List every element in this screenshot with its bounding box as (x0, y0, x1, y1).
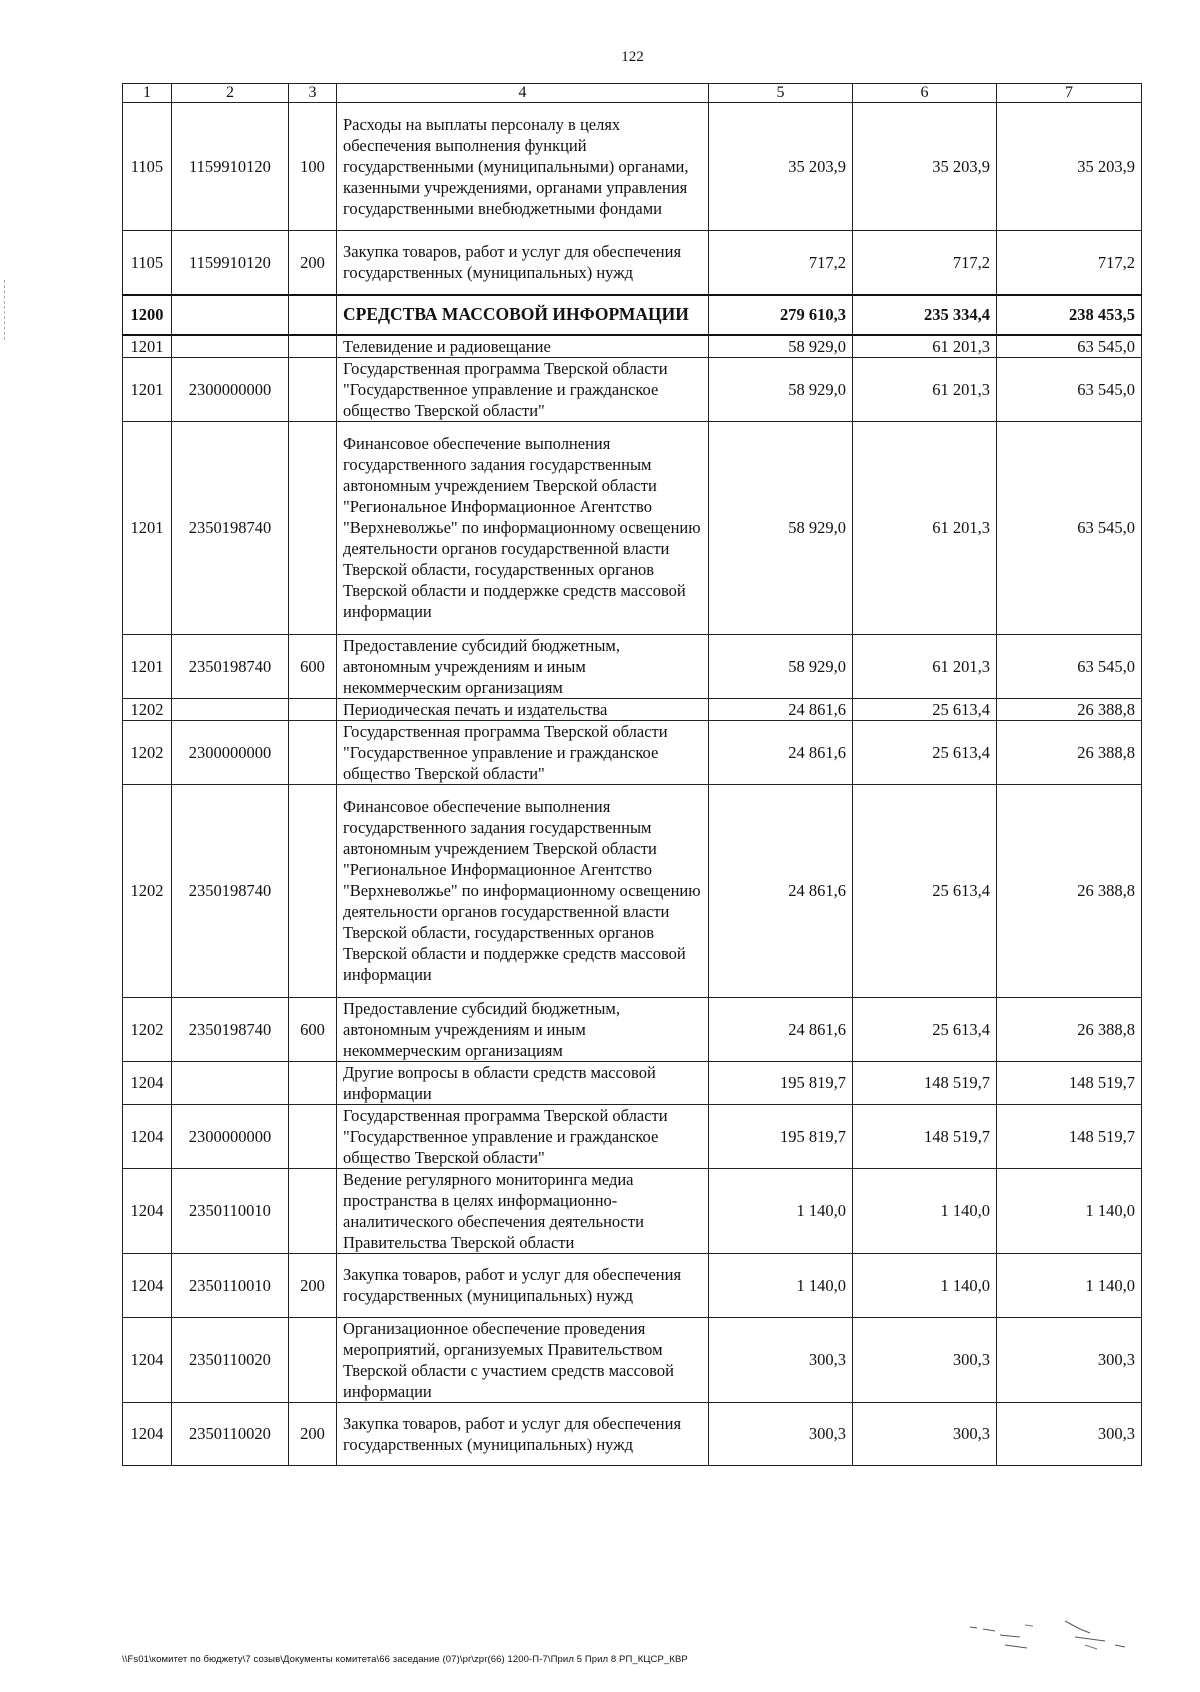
description-cell: Финансовое обеспечение выполнения государственного задания государственным автономным учреждением Тверской области "Региональное Информационное Агентство "Верхневолжье" по информационному освещению деятельности органов государственной власти Тверской области, государственных органов Тверской области и поддержке средств массовой информации (337, 421, 709, 634)
target-article-cell: 2350198740 (172, 421, 289, 634)
section-code-cell: 1204 (123, 1402, 172, 1465)
description-cell: Государственная программа Тверской области "Государственное управление и гражданское общество Тверской области" (337, 357, 709, 421)
expense-type-cell (289, 698, 337, 720)
expense-type-cell (289, 295, 337, 335)
amount-col5-cell: 300,3 (709, 1317, 853, 1402)
amount-col5-cell: 35 203,9 (709, 103, 853, 231)
table-row (123, 720, 1142, 784)
table-row (123, 634, 1142, 698)
amount-col5-cell: 24 861,6 (709, 784, 853, 997)
amount-col5-cell: 300,3 (709, 1402, 853, 1465)
table-row (123, 1317, 1142, 1402)
amount-col5-cell: 1 140,0 (709, 1253, 853, 1317)
table-row (123, 421, 1142, 634)
amount-col7-cell: 300,3 (997, 1402, 1142, 1465)
amount-col5-cell: 24 861,6 (709, 720, 853, 784)
expense-type-cell (289, 421, 337, 634)
description-cell: Ведение регулярного мониторинга медиа пространства в целях информационно-аналитического обеспечения деятельности Правительства Тверской области (337, 1168, 709, 1253)
amount-col5-cell: 195 819,7 (709, 1104, 853, 1168)
table-row (123, 1061, 1142, 1104)
section-code-cell: 1204 (123, 1253, 172, 1317)
amount-col5-cell: 58 929,0 (709, 634, 853, 698)
amount-col7-cell: 26 388,8 (997, 784, 1142, 997)
description-cell: Закупка товаров, работ и услуг для обеспечения государственных (муниципальных) нужд (337, 1253, 709, 1317)
amount-col7-cell: 717,2 (997, 231, 1142, 295)
target-article-cell (172, 698, 289, 720)
header-col-3: 3 (289, 84, 337, 103)
table-row (123, 1168, 1142, 1253)
amount-col5-cell: 195 819,7 (709, 1061, 853, 1104)
expense-type-cell: 200 (289, 231, 337, 295)
section-code-cell: 1201 (123, 335, 172, 358)
amount-col7-cell: 148 519,7 (997, 1061, 1142, 1104)
expense-type-cell (289, 357, 337, 421)
amount-col6-cell: 1 140,0 (853, 1253, 997, 1317)
amount-col6-cell: 300,3 (853, 1402, 997, 1465)
target-article-cell: 2350110020 (172, 1317, 289, 1402)
amount-col6-cell: 61 201,3 (853, 421, 997, 634)
description-cell: Периодическая печать и издательства (337, 698, 709, 720)
amount-col6-cell: 35 203,9 (853, 103, 997, 231)
section-code-cell: 1202 (123, 784, 172, 997)
amount-col6-cell: 25 613,4 (853, 997, 997, 1061)
target-article-cell: 2300000000 (172, 1104, 289, 1168)
header-col-7: 7 (997, 84, 1142, 103)
amount-col6-cell: 148 519,7 (853, 1104, 997, 1168)
header-col-1: 1 (123, 84, 172, 103)
table-body (123, 103, 1142, 1466)
section-code-cell: 1202 (123, 720, 172, 784)
header-col-5: 5 (709, 84, 853, 103)
amount-col6-cell: 61 201,3 (853, 335, 997, 358)
target-article-cell: 2350198740 (172, 997, 289, 1061)
amount-col7-cell: 238 453,5 (997, 295, 1142, 335)
target-article-cell (172, 295, 289, 335)
page-number: 122 (621, 49, 644, 65)
table-row (123, 997, 1142, 1061)
expense-type-cell (289, 1317, 337, 1402)
amount-col7-cell: 63 545,0 (997, 335, 1142, 358)
amount-col7-cell: 148 519,7 (997, 1104, 1142, 1168)
amount-col7-cell: 26 388,8 (997, 698, 1142, 720)
target-article-cell (172, 335, 289, 358)
table-row (123, 1402, 1142, 1465)
description-cell: Телевидение и радиовещание (337, 335, 709, 358)
footer-file-path: \\Fs01\комитет по бюджету\7 созыв\Документы комитета\66 заседание (07)\pr\zpr(66) 1200-П-7\Прил 5 Прил 8 РП_КЦСР_КВР (122, 1654, 688, 1665)
description-cell: Закупка товаров, работ и услуг для обеспечения государственных (муниципальных) нужд (337, 1402, 709, 1465)
target-article-cell: 1159910120 (172, 231, 289, 295)
amount-col5-cell: 58 929,0 (709, 357, 853, 421)
section-code-cell: 1201 (123, 634, 172, 698)
handwritten-marks (965, 1615, 1145, 1655)
amount-col7-cell: 63 545,0 (997, 357, 1142, 421)
section-code-cell: 1204 (123, 1061, 172, 1104)
expense-type-cell (289, 784, 337, 997)
description-cell: СРЕДСТВА МАССОВОЙ ИНФОРМАЦИИ (337, 295, 709, 335)
amount-col7-cell: 63 545,0 (997, 634, 1142, 698)
expense-type-cell (289, 1104, 337, 1168)
budget-table (122, 83, 1142, 1466)
amount-col6-cell: 25 613,4 (853, 784, 997, 997)
amount-col7-cell: 35 203,9 (997, 103, 1142, 231)
description-cell: Другие вопросы в области средств массовой информации (337, 1061, 709, 1104)
amount-col5-cell: 717,2 (709, 231, 853, 295)
description-cell: Государственная программа Тверской области "Государственное управление и гражданское общество Тверской области" (337, 1104, 709, 1168)
description-cell: Государственная программа Тверской области "Государственное управление и гражданское общество Тверской области" (337, 720, 709, 784)
target-article-cell: 2350110010 (172, 1253, 289, 1317)
description-cell: Предоставление субсидий бюджетным, автономным учреждениям и иным некоммерческим организациям (337, 634, 709, 698)
description-cell: Закупка товаров, работ и услуг для обеспечения государственных (муниципальных) нужд (337, 231, 709, 295)
section-code-cell: 1200 (123, 295, 172, 335)
header-col-2: 2 (172, 84, 289, 103)
target-article-cell: 2350198740 (172, 784, 289, 997)
expense-type-cell (289, 1061, 337, 1104)
section-code-cell: 1202 (123, 997, 172, 1061)
expense-type-cell (289, 1168, 337, 1253)
section-code-cell: 1204 (123, 1168, 172, 1253)
amount-col5-cell: 58 929,0 (709, 421, 853, 634)
target-article-cell: 2350110010 (172, 1168, 289, 1253)
target-article-cell: 2300000000 (172, 357, 289, 421)
expense-type-cell (289, 335, 337, 358)
section-code-cell: 1201 (123, 421, 172, 634)
expense-type-cell: 200 (289, 1253, 337, 1317)
section-code-cell: 1105 (123, 231, 172, 295)
section-code-cell: 1204 (123, 1317, 172, 1402)
amount-col6-cell: 25 613,4 (853, 698, 997, 720)
amount-col5-cell: 24 861,6 (709, 997, 853, 1061)
header-row (123, 84, 1142, 103)
header-col-4: 4 (337, 84, 709, 103)
target-article-cell: 2350198740 (172, 634, 289, 698)
description-cell: Финансовое обеспечение выполнения государственного задания государственным автономным учреждением Тверской области "Региональное Информационное Агентство "Верхневолжье" по информационному освещению деятельности органов государственной власти Тверской области, государственных органов Тверской области и поддержке средств массовой информации (337, 784, 709, 997)
amount-col5-cell: 24 861,6 (709, 698, 853, 720)
amount-col6-cell: 300,3 (853, 1317, 997, 1402)
amount-col6-cell: 235 334,4 (853, 295, 997, 335)
table-row (123, 295, 1142, 335)
table-row (123, 335, 1142, 358)
table-row (123, 231, 1142, 295)
amount-col6-cell: 1 140,0 (853, 1168, 997, 1253)
table-row (123, 103, 1142, 231)
table-row (123, 698, 1142, 720)
section-code-cell: 1202 (123, 698, 172, 720)
table-row (123, 1253, 1142, 1317)
target-article-cell: 1159910120 (172, 103, 289, 231)
amount-col7-cell: 63 545,0 (997, 421, 1142, 634)
expense-type-cell (289, 720, 337, 784)
amount-col7-cell: 1 140,0 (997, 1168, 1142, 1253)
table-row (123, 357, 1142, 421)
amount-col6-cell: 61 201,3 (853, 634, 997, 698)
expense-type-cell: 100 (289, 103, 337, 231)
amount-col7-cell: 1 140,0 (997, 1253, 1142, 1317)
amount-col6-cell: 148 519,7 (853, 1061, 997, 1104)
description-cell: Расходы на выплаты персоналу в целях обеспечения выполнения функций государственными (муниципальными) органами, казенными учреждениями, органами управления государственными внебюджетными фондами (337, 103, 709, 231)
description-cell: Предоставление субсидий бюджетным, автономным учреждениям и иным некоммерческим организациям (337, 997, 709, 1061)
amount-col7-cell: 300,3 (997, 1317, 1142, 1402)
amount-col7-cell: 26 388,8 (997, 997, 1142, 1061)
table-row (123, 1104, 1142, 1168)
section-code-cell: 1105 (123, 103, 172, 231)
header-col-6: 6 (853, 84, 997, 103)
amount-col5-cell: 58 929,0 (709, 335, 853, 358)
amount-col7-cell: 26 388,8 (997, 720, 1142, 784)
target-article-cell (172, 1061, 289, 1104)
target-article-cell: 2350110020 (172, 1402, 289, 1465)
amount-col5-cell: 1 140,0 (709, 1168, 853, 1253)
amount-col6-cell: 25 613,4 (853, 720, 997, 784)
expense-type-cell: 600 (289, 634, 337, 698)
expense-type-cell: 600 (289, 997, 337, 1061)
expense-type-cell: 200 (289, 1402, 337, 1465)
target-article-cell: 2300000000 (172, 720, 289, 784)
table-row (123, 784, 1142, 997)
amount-col6-cell: 61 201,3 (853, 357, 997, 421)
margin-mark (4, 280, 6, 340)
section-code-cell: 1201 (123, 357, 172, 421)
amount-col6-cell: 717,2 (853, 231, 997, 295)
amount-col5-cell: 279 610,3 (709, 295, 853, 335)
section-code-cell: 1204 (123, 1104, 172, 1168)
description-cell: Организационное обеспечение проведения мероприятий, организуемых Правительством Тверской области с участием средств массовой информации (337, 1317, 709, 1402)
